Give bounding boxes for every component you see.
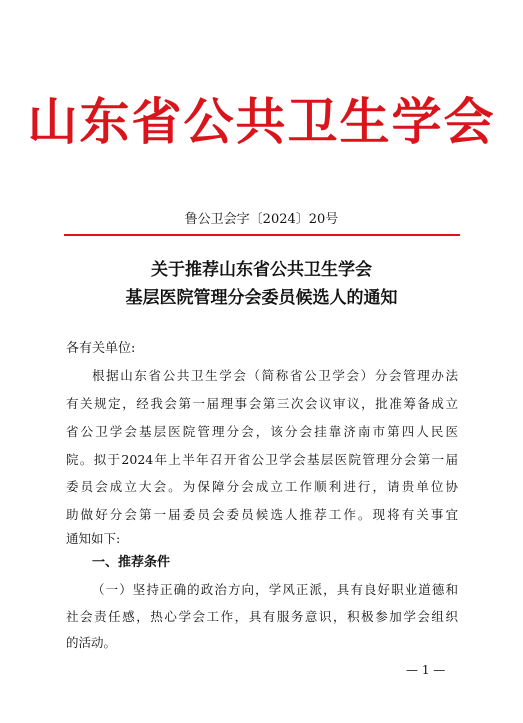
paragraph-line: 社会责任感，热心学会工作，具有服务意识，积极参加学会组织 xyxy=(66,609,458,624)
paragraph-line: 委员会成立大会。为保障分会成立工作顺利进行，请贵单位协 xyxy=(66,479,458,494)
paragraph-line: 通知如下: xyxy=(66,531,121,546)
paragraph-line: 省公卫学会基层医院管理分会，该分会挂靠济南市第四人民医 xyxy=(66,424,458,439)
paragraph-line: （一）坚持正确的政治方向，学风正派，具有良好职业道德和 xyxy=(92,582,458,597)
document-title-line-1: 关于推荐山东省公共卫生学会 xyxy=(151,260,372,280)
org-name-header: 山东省公共卫生学会 xyxy=(27,92,496,151)
paragraph-line: 根据山东省公共卫生学会（简称省公卫学会）分会管理办法 xyxy=(92,368,458,383)
header-divider xyxy=(64,234,460,236)
page-number: — 1 — xyxy=(406,663,446,677)
paragraph-line: 助做好分会第一届委员会委员候选人推荐工作。现将有关事宜 xyxy=(66,507,458,522)
paragraph-line: 院。拟于2024年上半年召开省公卫学会基层医院管理分会第一届 xyxy=(66,452,458,467)
paragraph-line: 有关规定，经我会第一届理事会第三次会议审议，批准筹备成立 xyxy=(66,396,458,411)
salutation: 各有关单位: xyxy=(66,341,136,356)
document-number: 鲁公卫会字〔2024〕20号 xyxy=(184,212,339,227)
document-title-line-2: 基层医院管理分会委员候选人的通知 xyxy=(125,288,398,308)
paragraph-line: 的活动。 xyxy=(66,635,117,650)
section-heading: 一、推荐条件 xyxy=(92,555,171,570)
